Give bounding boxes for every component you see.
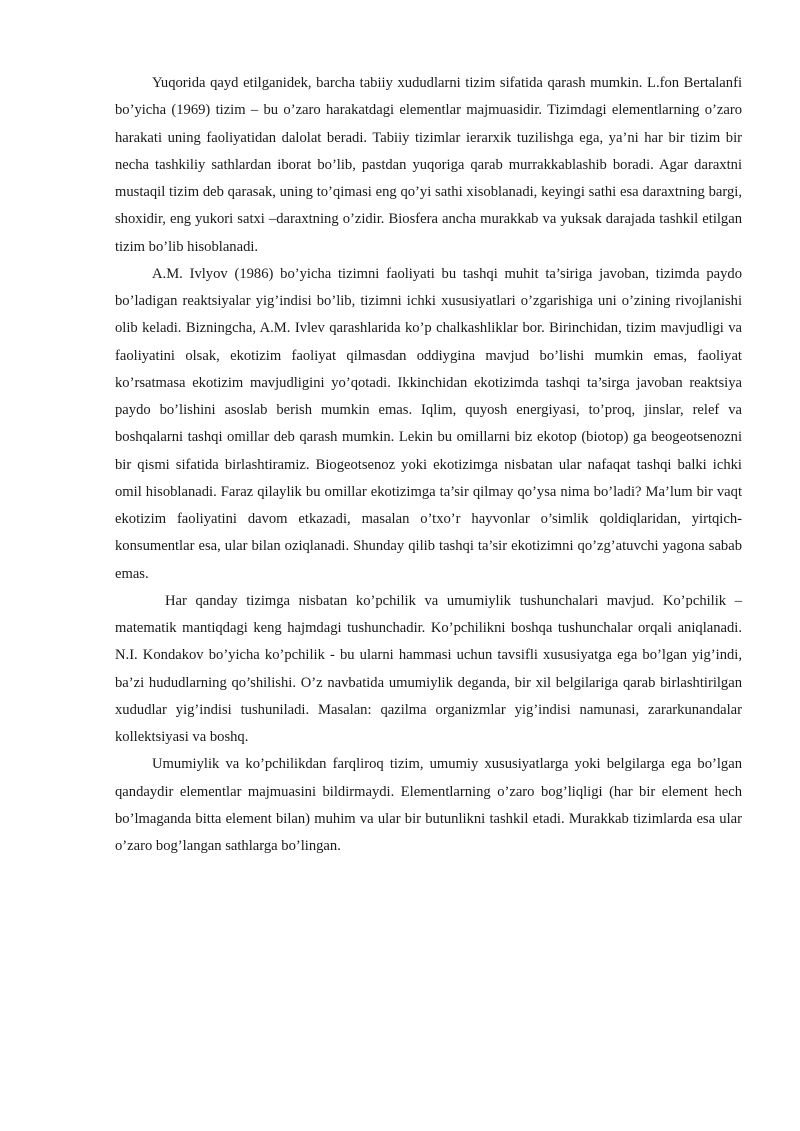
document-page xyxy=(115,70,742,860)
paragraph-1: Yuqorida qayd etilganidek, barcha tabiiy xududlarni tizim sifatida qarash mumkin. L.fon Bertalanfi bo’yicha (1969) tizim – bu o’zaro harakatdagi elementlar majmuasidir. Tizimdagi elementlarning o’zaro harakati uning faoliyatidan dalolat beradi. Tabiiy tizimlar ierarxik tuzilishga ega, ya’ni har bir tizim bir necha tashkiliy sathlardan iborat bo’lib, pastdan yuqoriga qarab murrakkablashib boradi. Agar daraxtni mustaqil tizim deb qarasak, uning to’qimasi eng qo’yi sathi xisoblanadi, keyingi sathi esa daraxtning bargi, shoxidir, eng yukori satxi –daraxtning o’zidir. Biosfera ancha murakkab va yuksak darajada tashkil etilgan tizim bo’lib hisoblanadi. xyxy=(115,75,742,255)
paragraph-3: Har qanday tizimga nisbatan ko’pchilik va umumiylik tushunchalari mavjud. Ko’pchilik – matematik mantiqdagi keng hajmdagi tushunchadir. Ko’pchilikni boshqa tushunchalar orqali aniqlanadi. N.I. Kondakov bo’yicha ko’pchilik - bu ularni hammasi uchun tavsifli xususiyatga ega bo’lgan yig’indi, ba’zi hududlarning qo’shilishi. O’z navbatida umumiylik deganda, bir xil belgilariga qarab birlashtirilgan xududlar yig’indisi tushuniladi. Masalan: qazilma organizmlar yig’indisi namunasi, zararkunandalar kollektsiyasi va boshq. xyxy=(115,592,742,745)
paragraph-4: Umumiylik va ko’pchilikdan farqliroq tizim, umumiy xususiyatlarga yoki belgilarga ega bo’lgan qandaydir elementlar majmuasini bildirmaydi. Elementlarning o’zaro bog’liqligi (har bir element hech bo’lmaganda bitta element bilan) muhim va ular bir butunlikni tashkil etadi. Murakkab tizimlarda esa ular o’zaro bog’langan sathlarga bo’lingan. xyxy=(115,756,742,854)
paragraph-2: A.M. Ivlyov (1986) bo’yicha tizimni faoliyati bu tashqi muhit ta’siriga javoban, tizimda paydo bo’ladigan reaktsiyalar yig’indisi bo’lib, tizimni ichki xususiyatlari o’zgarishiga uni o’zining rivojlanishi olib keladi. Bizningcha, A.M. Ivlev qarashlarida ko’p chalkashliklar bor. Birinchidan, tizim mavjudligi va faoliyatini olsak, ekotizim faoliyat qilmasdan oddiygina mavjud bo’lishi mumkin emas, faoliyat ko’rsatmasa ekotizim mavjudligini yo’qotadi. Ikkinchidan ekotizimda tashqi ta’sirga javoban reaktsiya paydo bo’lishini asoslab berish mumkin emas. Iqlim, quyosh energiyasi, to’proq, jinslar, relef va boshqalarni tashqi omillar deb qarash mumkin. Lekin bu omillarni biz ekotop (biotop) ga beogeotsenozni bir qismi sifatida birlashtiramiz. Biogeotsenoz yoki ekotizimga nisbatan ular nafaqat tashqi balki ichki omil hisoblanadi. Faraz qilaylik bu omillar ekotizimga ta’sir qilmay qo’ysa nima bo’ladi? Ma’lum bir vaqt ekotizim faoliyatini davom etkazadi, masalan o’txo’r hayvonlar o’simlik qoldiqlaridan, yirtqich-konsumentlar esa, ular bilan oziqlanadi. Shunday qilib tashqi ta’sir ekotizimni qo’zg’atuvchi yagona sabab emas. xyxy=(115,265,742,582)
